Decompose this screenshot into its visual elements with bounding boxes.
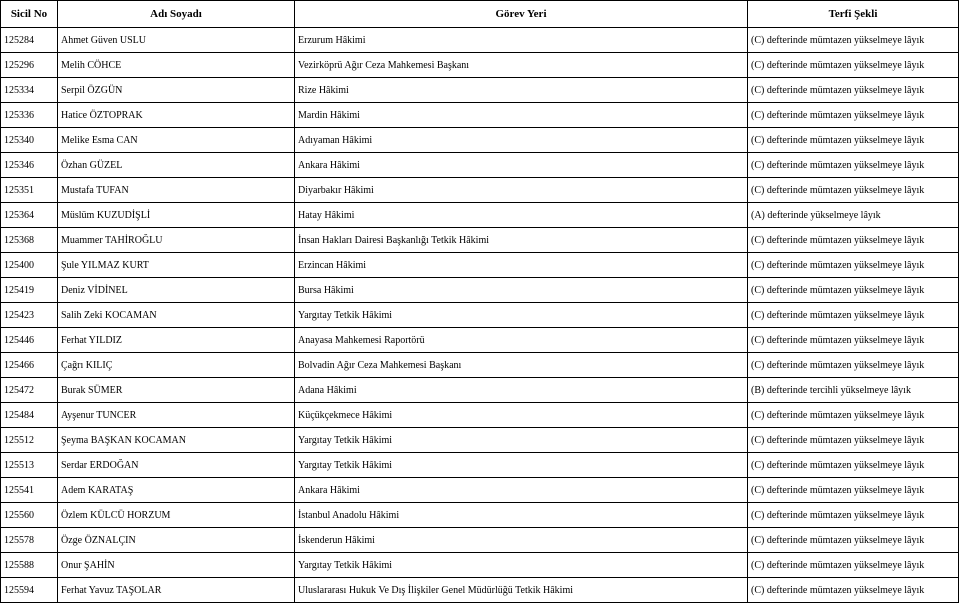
table-row — [1, 578, 959, 603]
cell-sicil-no: 125472 — [1, 378, 58, 403]
table-row — [1, 128, 959, 153]
cell-adi-soyadi: Melike Esma CAN — [58, 128, 295, 153]
table-row — [1, 53, 959, 78]
cell-terfi-sekli: (C) defterinde mümtazen yükselmeye lâyık — [748, 503, 959, 528]
cell-gorev-yeri: Hatay Hâkimi — [295, 203, 748, 228]
cell-adi-soyadi: Deniz VİDİNEL — [58, 278, 295, 303]
cell-gorev-yeri: Yargıtay Tetkik Hâkimi — [295, 303, 748, 328]
cell-gorev-yeri: Ankara Hâkimi — [295, 478, 748, 503]
cell-sicil-no: 125296 — [1, 53, 58, 78]
cell-terfi-sekli: (C) defterinde mümtazen yükselmeye lâyık — [748, 153, 959, 178]
cell-gorev-yeri: Yargıtay Tetkik Hâkimi — [295, 453, 748, 478]
table-row — [1, 503, 959, 528]
table-row — [1, 153, 959, 178]
cell-sicil-no: 125400 — [1, 253, 58, 278]
cell-adi-soyadi: Şule YILMAZ KURT — [58, 253, 295, 278]
cell-terfi-sekli: (C) defterinde mümtazen yükselmeye lâyık — [748, 78, 959, 103]
cell-terfi-sekli: (C) defterinde mümtazen yükselmeye lâyık — [748, 103, 959, 128]
cell-sicil-no: 125594 — [1, 578, 58, 603]
cell-adi-soyadi: Ferhat YILDIZ — [58, 328, 295, 353]
table-row — [1, 178, 959, 203]
cell-adi-soyadi: Ayşenur TUNCER — [58, 403, 295, 428]
cell-gorev-yeri: Bursa Hâkimi — [295, 278, 748, 303]
cell-gorev-yeri: Erzincan Hâkimi — [295, 253, 748, 278]
cell-gorev-yeri: İnsan Hakları Dairesi Başkanlığı Tetkik Hâkimi — [295, 228, 748, 253]
cell-sicil-no: 125346 — [1, 153, 58, 178]
cell-gorev-yeri: Anayasa Mahkemesi Raportörü — [295, 328, 748, 353]
cell-gorev-yeri: Ankara Hâkimi — [295, 153, 748, 178]
cell-terfi-sekli: (C) defterinde mümtazen yükselmeye lâyık — [748, 578, 959, 603]
cell-terfi-sekli: (C) defterinde mümtazen yükselmeye lâyık — [748, 328, 959, 353]
cell-gorev-yeri: Yargıtay Tetkik Hâkimi — [295, 553, 748, 578]
cell-gorev-yeri: İstanbul Anadolu Hâkimi — [295, 503, 748, 528]
cell-sicil-no: 125351 — [1, 178, 58, 203]
cell-terfi-sekli: (C) defterinde mümtazen yükselmeye lâyık — [748, 453, 959, 478]
cell-terfi-sekli: (C) defterinde mümtazen yükselmeye lâyık — [748, 278, 959, 303]
cell-adi-soyadi: Çağrı KILIÇ — [58, 353, 295, 378]
cell-gorev-yeri: Uluslararası Hukuk Ve Dış İlişkiler Genel Müdürlüğü Tetkik Hâkimi — [295, 578, 748, 603]
cell-sicil-no: 125368 — [1, 228, 58, 253]
cell-gorev-yeri: Adana Hâkimi — [295, 378, 748, 403]
cell-sicil-no: 125446 — [1, 328, 58, 353]
cell-adi-soyadi: Serdar ERDOĞAN — [58, 453, 295, 478]
cell-terfi-sekli: (C) defterinde mümtazen yükselmeye lâyık — [748, 28, 959, 53]
cell-terfi-sekli: (C) defterinde mümtazen yükselmeye lâyık — [748, 228, 959, 253]
table-row — [1, 253, 959, 278]
table-row — [1, 203, 959, 228]
cell-adi-soyadi: Serpil ÖZGÜN — [58, 78, 295, 103]
header-row — [1, 1, 959, 28]
header-adi-soyadi: Adı Soyadı — [58, 1, 295, 28]
cell-sicil-no: 125336 — [1, 103, 58, 128]
cell-gorev-yeri: Küçükçekmece Hâkimi — [295, 403, 748, 428]
table-row — [1, 303, 959, 328]
cell-adi-soyadi: Özhan GÜZEL — [58, 153, 295, 178]
cell-sicil-no: 125512 — [1, 428, 58, 453]
cell-sicil-no: 125541 — [1, 478, 58, 503]
table-row — [1, 428, 959, 453]
cell-gorev-yeri: Rize Hâkimi — [295, 78, 748, 103]
cell-terfi-sekli: (C) defterinde mümtazen yükselmeye lâyık — [748, 428, 959, 453]
cell-sicil-no: 125560 — [1, 503, 58, 528]
cell-sicil-no: 125578 — [1, 528, 58, 553]
cell-terfi-sekli: (C) defterinde mümtazen yükselmeye lâyık — [748, 253, 959, 278]
cell-terfi-sekli: (C) defterinde mümtazen yükselmeye lâyık — [748, 303, 959, 328]
cell-gorev-yeri: Bolvadin Ağır Ceza Mahkemesi Başkanı — [295, 353, 748, 378]
header-gorev-yeri: Görev Yeri — [295, 1, 748, 28]
cell-adi-soyadi: Muammer TAHİROĞLU — [58, 228, 295, 253]
cell-gorev-yeri: Vezirköprü Ağır Ceza Mahkemesi Başkanı — [295, 53, 748, 78]
cell-adi-soyadi: Ahmet Güven USLU — [58, 28, 295, 53]
cell-adi-soyadi: Özlem KÜLCÜ HORZUM — [58, 503, 295, 528]
table-row — [1, 353, 959, 378]
cell-adi-soyadi: Hatice ÖZTOPRAK — [58, 103, 295, 128]
cell-sicil-no: 125284 — [1, 28, 58, 53]
cell-terfi-sekli: (C) defterinde mümtazen yükselmeye lâyık — [748, 403, 959, 428]
cell-adi-soyadi: Salih Zeki KOCAMAN — [58, 303, 295, 328]
table-header — [1, 1, 959, 28]
cell-sicil-no: 125484 — [1, 403, 58, 428]
cell-terfi-sekli: (C) defterinde mümtazen yükselmeye lâyık — [748, 478, 959, 503]
cell-sicil-no: 125419 — [1, 278, 58, 303]
cell-sicil-no: 125466 — [1, 353, 58, 378]
cell-sicil-no: 125364 — [1, 203, 58, 228]
cell-gorev-yeri: Adıyaman Hâkimi — [295, 128, 748, 153]
table-row — [1, 378, 959, 403]
cell-sicil-no: 125513 — [1, 453, 58, 478]
cell-sicil-no: 125588 — [1, 553, 58, 578]
cell-terfi-sekli: (C) defterinde mümtazen yükselmeye lâyık — [748, 178, 959, 203]
cell-adi-soyadi: Şeyma BAŞKAN KOCAMAN — [58, 428, 295, 453]
table-row — [1, 278, 959, 303]
table-row — [1, 228, 959, 253]
cell-sicil-no: 125340 — [1, 128, 58, 153]
cell-gorev-yeri: İskenderun Hâkimi — [295, 528, 748, 553]
table-row — [1, 403, 959, 428]
cell-adi-soyadi: Müslüm KUZUDİŞLİ — [58, 203, 295, 228]
cell-terfi-sekli: (C) defterinde mümtazen yükselmeye lâyık — [748, 528, 959, 553]
table-row — [1, 103, 959, 128]
cell-terfi-sekli: (A) defterinde yükselmeye lâyık — [748, 203, 959, 228]
cell-adi-soyadi: Ferhat Yavuz TAŞOLAR — [58, 578, 295, 603]
table-row — [1, 78, 959, 103]
cell-gorev-yeri: Diyarbakır Hâkimi — [295, 178, 748, 203]
cell-gorev-yeri: Mardin Hâkimi — [295, 103, 748, 128]
cell-sicil-no: 125334 — [1, 78, 58, 103]
table-row — [1, 478, 959, 503]
cell-terfi-sekli: (B) defterinde tercihli yükselmeye lâyık — [748, 378, 959, 403]
cell-adi-soyadi: Özge ÖZNALÇIN — [58, 528, 295, 553]
cell-adi-soyadi: Melih CÖHCE — [58, 53, 295, 78]
table-row — [1, 328, 959, 353]
header-sicil-no: Sicil No — [1, 1, 58, 28]
cell-adi-soyadi: Burak SÜMER — [58, 378, 295, 403]
table-row — [1, 453, 959, 478]
header-terfi-sekli: Terfi Şekli — [748, 1, 959, 28]
cell-terfi-sekli: (C) defterinde mümtazen yükselmeye lâyık — [748, 53, 959, 78]
table-body — [1, 28, 959, 603]
cell-gorev-yeri: Yargıtay Tetkik Hâkimi — [295, 428, 748, 453]
table-row — [1, 528, 959, 553]
cell-terfi-sekli: (C) defterinde mümtazen yükselmeye lâyık — [748, 128, 959, 153]
table-row — [1, 553, 959, 578]
cell-terfi-sekli: (C) defterinde mümtazen yükselmeye lâyık — [748, 553, 959, 578]
cell-gorev-yeri: Erzurum Hâkimi — [295, 28, 748, 53]
table-row — [1, 28, 959, 53]
cell-terfi-sekli: (C) defterinde mümtazen yükselmeye lâyık — [748, 353, 959, 378]
cell-adi-soyadi: Mustafa TUFAN — [58, 178, 295, 203]
cell-adi-soyadi: Onur ŞAHİN — [58, 553, 295, 578]
cell-sicil-no: 125423 — [1, 303, 58, 328]
cell-adi-soyadi: Adem KARATAŞ — [58, 478, 295, 503]
